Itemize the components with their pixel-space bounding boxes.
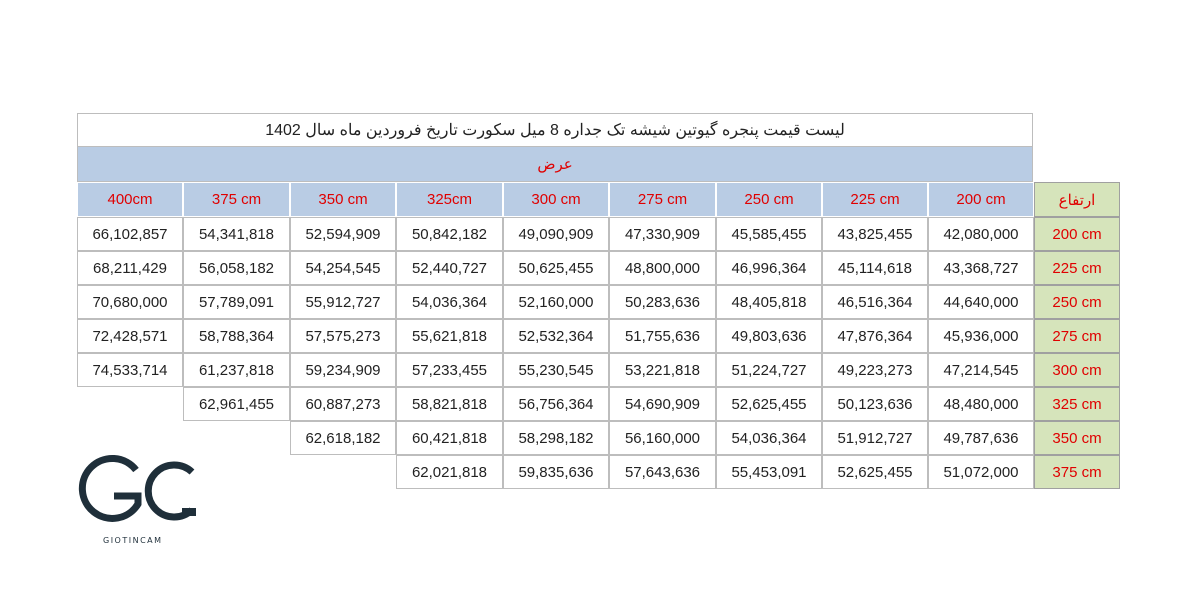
price-cell: 61,237,818 bbox=[183, 353, 290, 387]
price-cell: 56,756,364 bbox=[503, 387, 609, 421]
price-cell: 59,835,636 bbox=[503, 455, 609, 489]
price-cell: 51,224,727 bbox=[716, 353, 822, 387]
logo-c-accent bbox=[182, 508, 196, 516]
price-cell: 51,755,636 bbox=[609, 319, 716, 353]
price-cell: 52,532,364 bbox=[503, 319, 609, 353]
price-cell: 46,516,364 bbox=[822, 285, 928, 319]
price-cell: 54,036,364 bbox=[396, 285, 503, 319]
row-height-label: 375 cm bbox=[1034, 455, 1120, 489]
price-cell: 48,405,818 bbox=[716, 285, 822, 319]
row-height-label: 250 cm bbox=[1034, 285, 1120, 319]
price-cell: 54,341,818 bbox=[183, 217, 290, 251]
price-cell: 50,842,182 bbox=[396, 217, 503, 251]
price-cell: 50,123,636 bbox=[822, 387, 928, 421]
price-cell: 60,421,818 bbox=[396, 421, 503, 455]
price-cell: 53,221,818 bbox=[609, 353, 716, 387]
price-cell: 58,298,182 bbox=[503, 421, 609, 455]
logo-g-shape bbox=[82, 458, 138, 518]
price-cell: 47,876,364 bbox=[822, 319, 928, 353]
row-height-label: 200 cm bbox=[1034, 217, 1120, 251]
logo-text: GIOTINCAM bbox=[103, 536, 163, 545]
price-cell: 57,575,273 bbox=[290, 319, 396, 353]
price-cell: 45,585,455 bbox=[716, 217, 822, 251]
price-cell: 46,996,364 bbox=[716, 251, 822, 285]
price-cell: 62,618,182 bbox=[290, 421, 396, 455]
column-header: 375 cm bbox=[183, 182, 290, 217]
row-height-label: 350 cm bbox=[1034, 421, 1120, 455]
price-cell: 42,080,000 bbox=[928, 217, 1034, 251]
price-cell: 55,453,091 bbox=[716, 455, 822, 489]
column-header: 400cm bbox=[77, 182, 183, 217]
row-height-label: 275 cm bbox=[1034, 319, 1120, 353]
price-cell: 66,102,857 bbox=[77, 217, 183, 251]
price-cell: 72,428,571 bbox=[77, 319, 183, 353]
price-cell: 49,787,636 bbox=[928, 421, 1034, 455]
price-cell: 62,021,818 bbox=[396, 455, 503, 489]
price-cell: 70,680,000 bbox=[77, 285, 183, 319]
price-cell: 47,214,545 bbox=[928, 353, 1034, 387]
price-cell: 45,114,618 bbox=[822, 251, 928, 285]
price-cell: 51,072,000 bbox=[928, 455, 1034, 489]
price-cell: 49,803,636 bbox=[716, 319, 822, 353]
price-cell: 57,789,091 bbox=[183, 285, 290, 319]
row-height-label: 300 cm bbox=[1034, 353, 1120, 387]
price-cell: 74,533,714 bbox=[77, 353, 183, 387]
price-cell: 50,625,455 bbox=[503, 251, 609, 285]
price-cell: 54,690,909 bbox=[609, 387, 716, 421]
price-cell: 62,961,455 bbox=[183, 387, 290, 421]
price-cell: 52,594,909 bbox=[290, 217, 396, 251]
column-header: 325cm bbox=[396, 182, 503, 217]
price-cell: 50,283,636 bbox=[609, 285, 716, 319]
price-cell: 51,912,727 bbox=[822, 421, 928, 455]
price-cell: 54,036,364 bbox=[716, 421, 822, 455]
price-cell: 60,887,273 bbox=[290, 387, 396, 421]
column-header: 200 cm bbox=[928, 182, 1034, 217]
price-cell: 52,440,727 bbox=[396, 251, 503, 285]
price-cell: 52,625,455 bbox=[822, 455, 928, 489]
price-cell: 68,211,429 bbox=[77, 251, 183, 285]
price-cell: 58,821,818 bbox=[396, 387, 503, 421]
price-cell: 57,643,636 bbox=[609, 455, 716, 489]
price-cell: 49,223,273 bbox=[822, 353, 928, 387]
price-cell: 54,254,545 bbox=[290, 251, 396, 285]
price-cell: 45,936,000 bbox=[928, 319, 1034, 353]
column-header: 350 cm bbox=[290, 182, 396, 217]
price-cell: 48,480,000 bbox=[928, 387, 1034, 421]
column-header: 275 cm bbox=[609, 182, 716, 217]
column-header: 250 cm bbox=[716, 182, 822, 217]
price-cell: 48,800,000 bbox=[609, 251, 716, 285]
column-header: 225 cm bbox=[822, 182, 928, 217]
table-title: لیست قیمت پنجره گیوتین شیشه تک جداره 8 میل سکورت تاریخ فروردین ماه سال 1402 bbox=[77, 113, 1033, 147]
price-cell: 56,058,182 bbox=[183, 251, 290, 285]
column-header: 300 cm bbox=[503, 182, 609, 217]
price-cell: 52,625,455 bbox=[716, 387, 822, 421]
price-cell: 43,368,727 bbox=[928, 251, 1034, 285]
price-cell: 56,160,000 bbox=[609, 421, 716, 455]
price-cell: 58,788,364 bbox=[183, 319, 290, 353]
price-cell: 43,825,455 bbox=[822, 217, 928, 251]
row-height-label: 325 cm bbox=[1034, 387, 1120, 421]
price-cell: 47,330,909 bbox=[609, 217, 716, 251]
height-header: ارتفاع bbox=[1034, 182, 1120, 217]
price-cell: 49,090,909 bbox=[503, 217, 609, 251]
price-cell: 52,160,000 bbox=[503, 285, 609, 319]
row-height-label: 225 cm bbox=[1034, 251, 1120, 285]
width-header: عرض bbox=[77, 147, 1033, 182]
price-cell: 59,234,909 bbox=[290, 353, 396, 387]
price-cell: 55,621,818 bbox=[396, 319, 503, 353]
price-cell: 44,640,000 bbox=[928, 285, 1034, 319]
price-cell: 57,233,455 bbox=[396, 353, 503, 387]
price-cell: 55,912,727 bbox=[290, 285, 396, 319]
price-cell: 55,230,545 bbox=[503, 353, 609, 387]
